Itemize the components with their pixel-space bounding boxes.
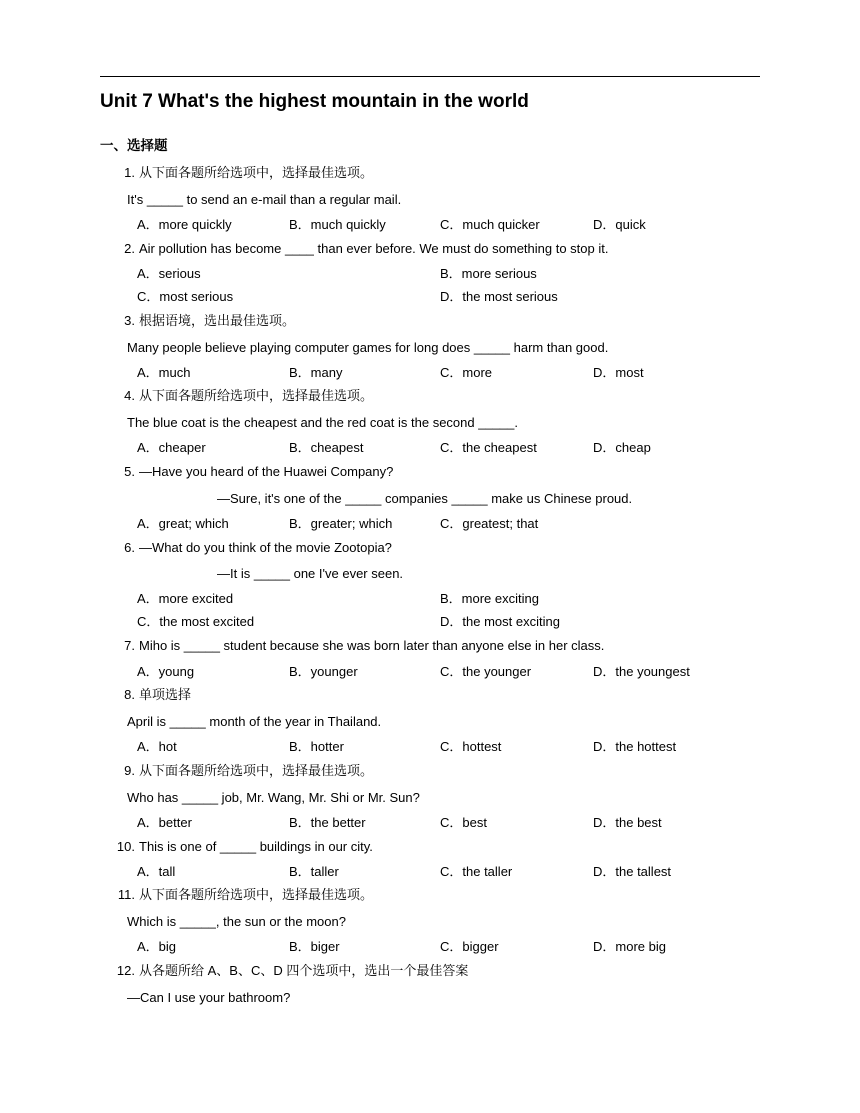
option-a[interactable] [137, 591, 233, 607]
question-stem: 从下面各题所给选项中，选择最佳选项。 [139, 165, 374, 180]
option-c[interactable] [440, 217, 540, 233]
option-text: the best [615, 815, 662, 830]
option-label: A． [137, 739, 159, 754]
option-label: B． [289, 864, 311, 879]
question-number: 4. [124, 388, 135, 403]
option-label: B． [289, 815, 311, 830]
option-c[interactable] [440, 739, 501, 755]
option-label: B． [440, 591, 462, 606]
option-c[interactable] [440, 664, 531, 680]
option-text: the hottest [615, 739, 677, 754]
question-number: 1. [124, 165, 135, 180]
question-number: 12. [116, 963, 135, 978]
option-label: A． [137, 864, 159, 879]
question-stem: 从各题所给 A、B、C、D 四个选项中，选出一个最佳答案 [139, 963, 469, 978]
option-text: taller [310, 864, 339, 879]
option-label: B． [289, 440, 311, 455]
question-number: 10. [116, 839, 135, 854]
option-label: B． [440, 266, 462, 281]
option-label: B． [289, 217, 311, 232]
question-text: April is _____ month of the year in Thailand. [127, 714, 382, 729]
option-a[interactable] [137, 365, 190, 381]
option-a[interactable] [137, 815, 192, 831]
option-text: much [158, 365, 191, 380]
option-label: A． [137, 365, 159, 380]
option-label: C． [440, 739, 463, 754]
option-text: more excited [158, 591, 234, 606]
page-title: Unit 7 What's the highest mountain in the world [100, 91, 529, 112]
option-c[interactable] [440, 516, 538, 532]
question-text: —Can I use your bathroom? [127, 990, 291, 1005]
option-label: B． [289, 664, 311, 679]
option-label: B． [289, 516, 311, 531]
option-c[interactable] [137, 289, 233, 305]
option-text: most serious [159, 289, 234, 304]
option-text: hotter [310, 739, 344, 754]
option-text: best [462, 815, 487, 830]
option-text: big [158, 939, 177, 954]
option-c[interactable] [440, 815, 487, 831]
option-b[interactable] [289, 939, 340, 955]
option-label: C． [440, 365, 463, 380]
option-d[interactable] [593, 365, 644, 381]
question-text: —It is _____ one I've ever seen. [217, 566, 404, 581]
option-d[interactable] [440, 614, 560, 630]
option-label: C． [440, 815, 463, 830]
option-label: A． [137, 266, 159, 281]
option-text: more big [615, 939, 666, 954]
question-number: 11. [117, 887, 135, 902]
question-1 [117, 165, 373, 181]
option-text: cheapest [310, 440, 364, 455]
option-d[interactable] [593, 939, 666, 955]
option-label: A． [137, 939, 159, 954]
option-label: C． [440, 516, 463, 531]
option-b[interactable] [289, 815, 366, 831]
option-text: tall [158, 864, 176, 879]
question-text: The blue coat is the cheapest and the red coat is the second _____. [127, 415, 518, 430]
question-11 [108, 887, 373, 903]
option-text: cheap [615, 440, 651, 455]
option-label: C． [440, 664, 463, 679]
option-text: biger [310, 939, 340, 954]
question-number: 8. [124, 687, 135, 702]
option-label: D． [593, 864, 616, 879]
question-text: Who has _____ job, Mr. Wang, Mr. Shi or Mr. Sun? [127, 790, 420, 805]
question-7 [117, 638, 604, 654]
option-a[interactable] [137, 939, 176, 955]
option-text: the most excited [159, 614, 255, 629]
option-label: A． [137, 217, 159, 232]
option-d[interactable] [593, 864, 671, 880]
option-c[interactable] [440, 440, 537, 456]
option-text: hot [158, 739, 177, 754]
option-text: hottest [462, 739, 502, 754]
option-label: D． [593, 440, 616, 455]
option-b[interactable] [289, 516, 392, 532]
option-c[interactable] [440, 864, 512, 880]
option-b[interactable] [289, 664, 358, 680]
option-text: the cheapest [462, 440, 537, 455]
option-text: greater; which [310, 516, 393, 531]
option-label: B． [289, 739, 311, 754]
option-label: D． [593, 664, 616, 679]
question-6 [117, 540, 392, 556]
section-heading: 一、选择题 [100, 138, 168, 153]
option-label: A． [137, 440, 159, 455]
option-label: D． [440, 614, 463, 629]
option-text: the youngest [615, 664, 690, 679]
question-text: Which is _____, the sun or the moon? [127, 914, 346, 929]
question-text: Many people believe playing computer games for long does _____ harm than good. [127, 340, 609, 355]
option-d[interactable] [593, 217, 646, 233]
option-text: bigger [462, 939, 499, 954]
option-a[interactable] [137, 739, 177, 755]
option-b[interactable] [440, 591, 539, 607]
option-text: the most serious [462, 289, 558, 304]
option-text: the most exciting [462, 614, 560, 629]
option-text: more [462, 365, 493, 380]
question-stem: 单项选择 [139, 687, 192, 702]
option-b[interactable] [289, 440, 363, 456]
question-9 [117, 763, 373, 779]
option-text: greatest; that [462, 516, 539, 531]
option-d[interactable] [593, 815, 662, 831]
option-text: better [158, 815, 192, 830]
question-number: 5. [124, 464, 135, 479]
option-text: many [310, 365, 343, 380]
option-d[interactable] [440, 289, 558, 305]
option-label: C． [440, 939, 463, 954]
option-c[interactable] [440, 939, 499, 955]
question-3 [117, 313, 295, 329]
option-text: more quickly [158, 217, 232, 232]
question-stem: This is one of _____ buildings in our city. [139, 839, 373, 854]
option-a[interactable] [137, 864, 175, 880]
option-label: A． [137, 516, 159, 531]
option-text: the better [310, 815, 366, 830]
question-text: It's _____ to send an e-mail than a regular mail. [127, 192, 402, 207]
option-text: more serious [461, 266, 537, 281]
question-stem: 从下面各题所给选项中，选择最佳选项。 [139, 887, 374, 902]
question-stem: 从下面各题所给选项中，选择最佳选项。 [139, 763, 374, 778]
question-stem: Air pollution has become ____ than ever before. We must do something to stop it. [139, 241, 609, 256]
question-number: 2. [124, 241, 135, 256]
option-text: the taller [462, 864, 513, 879]
option-label: C． [137, 614, 160, 629]
option-text: the tallest [615, 864, 672, 879]
option-a[interactable] [137, 266, 201, 282]
question-5 [117, 464, 393, 480]
question-text: —Sure, it's one of the _____ companies _____ make us Chinese proud. [217, 491, 633, 506]
option-label: B． [289, 365, 311, 380]
option-text: much quickly [310, 217, 386, 232]
question-8 [117, 687, 191, 703]
question-number: 6. [124, 540, 135, 555]
question-stem: Miho is _____ student because she was born later than anyone else in her class. [139, 638, 605, 653]
option-text: cheaper [158, 440, 206, 455]
option-label: A． [137, 815, 159, 830]
option-b[interactable] [289, 217, 386, 233]
question-12 [108, 963, 468, 979]
option-label: D． [593, 815, 616, 830]
option-text: great; which [158, 516, 229, 531]
option-b[interactable] [289, 739, 344, 755]
option-text: quick [615, 217, 646, 232]
top-rule [100, 76, 760, 77]
option-text: young [158, 664, 195, 679]
option-label: A． [137, 664, 159, 679]
option-label: C． [440, 864, 463, 879]
option-label: D． [593, 739, 616, 754]
option-label: D． [593, 939, 616, 954]
option-label: C． [440, 440, 463, 455]
question-number: 7. [124, 638, 135, 653]
option-d[interactable] [593, 739, 676, 755]
option-a[interactable] [137, 440, 206, 456]
option-b[interactable] [440, 266, 537, 282]
option-text: younger [310, 664, 358, 679]
question-10 [108, 839, 373, 855]
question-number: 9. [124, 763, 135, 778]
question-stem: 根据语境，选出最佳选项。 [139, 313, 296, 328]
question-stem: 从下面各题所给选项中，选择最佳选项。 [139, 388, 374, 403]
question-stem: —Have you heard of the Huawei Company? [139, 464, 394, 479]
option-a[interactable] [137, 516, 229, 532]
option-label: D． [440, 289, 463, 304]
question-number: 3. [124, 313, 135, 328]
option-b[interactable] [289, 365, 342, 381]
option-label: D． [593, 217, 616, 232]
option-text: much quicker [462, 217, 540, 232]
option-label: A． [137, 591, 159, 606]
question-4 [117, 388, 373, 404]
question-2 [117, 241, 608, 257]
option-label: C． [440, 217, 463, 232]
option-a[interactable] [137, 664, 194, 680]
option-label: B． [289, 939, 311, 954]
option-c[interactable] [137, 614, 254, 630]
option-d[interactable] [593, 664, 690, 680]
option-label: C． [137, 289, 160, 304]
option-c[interactable] [440, 365, 492, 381]
option-b[interactable] [289, 864, 339, 880]
option-text: the younger [462, 664, 532, 679]
option-a[interactable] [137, 217, 232, 233]
option-text: more exciting [461, 591, 539, 606]
question-stem: —What do you think of the movie Zootopia? [139, 540, 392, 555]
option-d[interactable] [593, 440, 651, 456]
option-text: serious [158, 266, 201, 281]
option-text: most [615, 365, 644, 380]
option-label: D． [593, 365, 616, 380]
